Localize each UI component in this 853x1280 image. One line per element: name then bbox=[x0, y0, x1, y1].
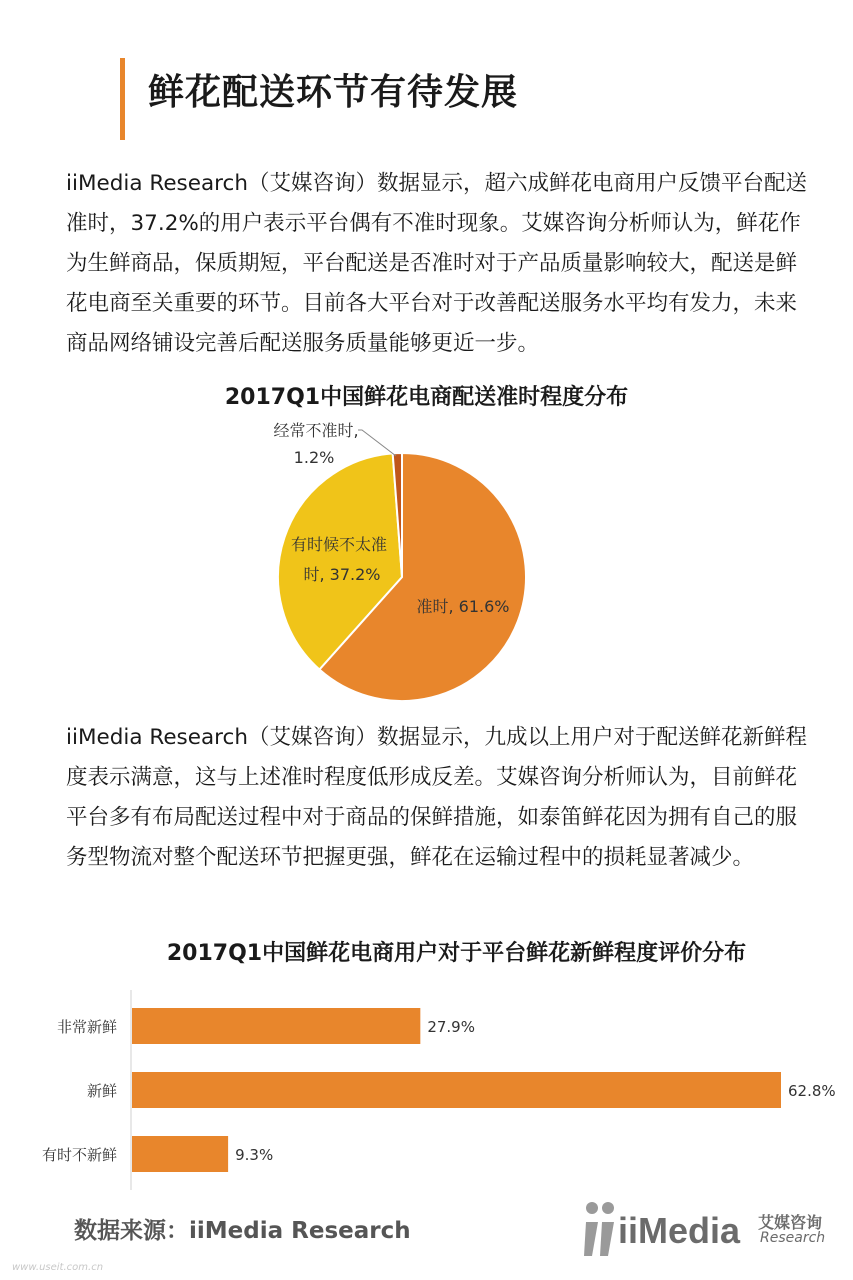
pie-label-sometimes-late-line1: 有时候不太准 bbox=[290, 535, 388, 554]
bar-category-label-1: 新鲜 bbox=[86, 1082, 117, 1100]
imedia-logo bbox=[582, 1200, 832, 1260]
pie-label-sometimes-late-line2: 时, 37.2% bbox=[303, 565, 381, 584]
bar-category-label-2: 有时不新鲜 bbox=[41, 1146, 117, 1164]
paragraph-delivery: iiMedia Research（艾媒咨询）数据显示，超六成鲜花电商用户反馈平台配送准时，37.2%的用户表示平台偶有不准时现象。艾媒咨询分析师认为，鲜花作为生鲜商品，保质期短，平台配送是否准时对于产品质量影响较大，配送是鲜花电商至关重要的环节。目前各大平台对于改善配送服务水平均有发力，未来商品网络铺设完善后配送服务质量能够更近一步。 bbox=[66, 171, 807, 356]
pie-label-often-late-line2: 1.2% bbox=[293, 448, 335, 467]
pie-label-often-late-line1: 经常不准时, bbox=[273, 421, 359, 440]
logo-wordmark: iiMedia bbox=[618, 1210, 741, 1251]
bar-category-label-0: 非常新鲜 bbox=[56, 1018, 117, 1036]
bar-value-label-2: 9.3% bbox=[235, 1146, 274, 1164]
pie-chart-title: 2017Q1中国鲜花电商配送准时程度分布 bbox=[224, 385, 629, 410]
bar-chart-title: 2017Q1中国鲜花电商用户对于平台鲜花新鲜程度评价分布 bbox=[166, 941, 747, 966]
logo-dots-icon bbox=[582, 1200, 622, 1260]
data-source: 数据来源：iiMedia Research bbox=[74, 1218, 411, 1244]
bar-value-label-0: 27.9% bbox=[427, 1018, 475, 1036]
logo-chinese: 艾媒咨询 bbox=[758, 1213, 823, 1232]
logo-research: Research bbox=[760, 1230, 826, 1246]
page-title: 鲜花配送环节有待发展 bbox=[148, 72, 519, 113]
paragraph-freshness: iiMedia Research（艾媒咨询）数据显示，九成以上用户对于配送鲜花新鲜程度表示满意，这与上述准时程度低形成反差。艾媒咨询分析师认为，目前鲜花平台多有布局配送过程中对于商品的保鲜措施，如泰笛鲜花因为拥有自己的服务型物流对整个配送环节把握更强，鲜花在运输过程中的损耗显著减少。 bbox=[66, 725, 807, 870]
bar-1 bbox=[132, 1072, 781, 1108]
bar-2 bbox=[132, 1136, 228, 1172]
bar-value-label-1: 62.8% bbox=[788, 1082, 836, 1100]
pie-label-on-time: 准时, 61.6% bbox=[416, 597, 510, 616]
watermark-url: www.useit.com.cn bbox=[12, 1262, 104, 1273]
bar-0 bbox=[132, 1008, 420, 1044]
